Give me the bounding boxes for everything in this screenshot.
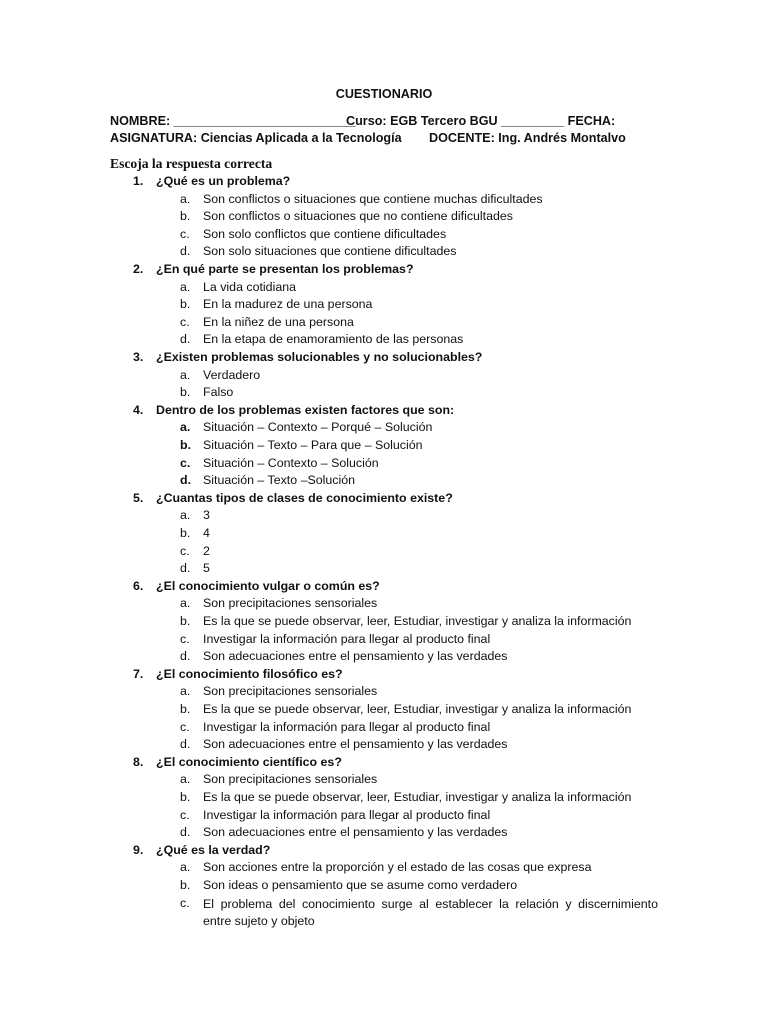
option-text: El problema del conocimiento surge al establecer la relación y discernimiento entre sujeto y objeto (203, 896, 658, 929)
option-text: 4 (203, 526, 210, 540)
nombre-field: NOMBRE: __________________________ (110, 114, 356, 128)
option-text: En la niñez de una persona (203, 314, 354, 329)
option-text: Situación – Texto – Para que – Solución (203, 438, 423, 452)
question-text: Dentro de los problemas existen factores que son: (156, 402, 455, 417)
option-text: Falso (203, 385, 234, 400)
option-text: Son solo conflictos que contiene dificultades (203, 226, 447, 241)
question-text: ¿El conocimiento vulgar o común es? (156, 578, 380, 593)
option-letter: c. (180, 895, 190, 910)
option-text: Son adecuaciones entre el pensamiento y las verdades (203, 737, 508, 752)
option-text: Son adecuaciones entre el pensamiento y las verdades (203, 649, 508, 664)
option-text: En la madurez de una persona (203, 297, 373, 312)
question-text: ¿El conocimiento científico es? (156, 754, 342, 769)
question-text: ¿Cuantas tipos de clases de conocimiento existe? (156, 490, 453, 505)
instruction-text: Escoja la respuesta correcta (110, 156, 273, 171)
option-text: Situación – Contexto – Solución (203, 455, 379, 470)
option-letter: d. (180, 473, 192, 488)
option-text: Son solo situaciones que contiene dificultades (203, 244, 457, 259)
option-text: Situación – Texto –Solución (203, 473, 356, 488)
option-letter: c. (180, 455, 191, 470)
question-number: 4. (133, 402, 144, 417)
option-text: Son adecuaciones entre el pensamiento y las verdades (203, 825, 508, 840)
option-letter: a. (180, 191, 191, 206)
question-number: 8. (133, 754, 144, 769)
option-text: La vida cotidiana (203, 279, 296, 294)
question-number: 9. (133, 842, 144, 857)
question-number: 2. (133, 262, 144, 276)
option-letter: b. (180, 790, 191, 804)
option-letter: a. (180, 279, 191, 294)
option-letter: d. (180, 825, 191, 840)
option-letter: a. (180, 508, 191, 523)
option-text: Es la que se puede observar, leer, Estudiar, investigar y analiza la información (203, 614, 632, 628)
option-letter: d. (180, 244, 191, 259)
option-letter: d. (180, 561, 191, 576)
option-letter: c. (180, 719, 190, 734)
docente-field: DOCENTE: Ing. Andrés Montalvo (429, 131, 626, 145)
option-letter: b. (180, 297, 191, 312)
option-letter: b. (180, 438, 192, 452)
option-letter: a. (180, 860, 191, 875)
option-text: Investigar la información para llegar al producto final (203, 719, 491, 734)
option-text: Son acciones entre la proporción y el estado de las cosas que expresa (203, 860, 592, 875)
option-letter: c. (180, 807, 190, 822)
option-letter: b. (180, 209, 191, 224)
option-text: Es la que se puede observar, leer, Estudiar, investigar y analiza la información (203, 790, 632, 804)
option-text: Son precipitaciones sensoriales (203, 772, 378, 787)
question-number: 7. (133, 666, 144, 681)
question-text: ¿Qué es la verdad? (156, 842, 271, 857)
option-text: Son conflictos o situaciones que contiene muchas dificultades (203, 191, 543, 206)
option-letter: a. (180, 772, 191, 787)
question-number: 6. (133, 578, 144, 593)
curso-field: Curso: EGB Tercero BGU _________ FECHA: (346, 114, 616, 128)
option-text: Verdadero (203, 367, 261, 382)
option-text: 3 (203, 508, 210, 523)
option-letter: c. (180, 314, 190, 329)
option-letter: a. (180, 596, 191, 611)
option-text: Son ideas o pensamiento que se asume como verdadero (203, 878, 518, 892)
option-letter: b. (180, 526, 191, 540)
asignatura-field: ASIGNATURA: Ciencias Aplicada a la Tecnología (110, 131, 402, 145)
question-text: ¿En qué parte se presentan los problemas? (156, 262, 414, 276)
option-letter: d. (180, 737, 191, 752)
option-text: Son precipitaciones sensoriales (203, 684, 378, 699)
question-text: ¿Existen problemas solucionables y no solucionables? (156, 350, 483, 364)
option-text: 5 (203, 561, 210, 576)
option-letter: a. (180, 420, 191, 435)
option-text: Es la que se puede observar, leer, Estudiar, investigar y analiza la información (203, 702, 632, 716)
option-letter: d. (180, 649, 191, 664)
option-letter: b. (180, 702, 191, 716)
option-text: Son conflictos o situaciones que no contiene dificultades (203, 209, 513, 224)
question-number: 5. (133, 490, 144, 505)
question-number: 3. (133, 350, 144, 364)
option-letter: c. (180, 631, 190, 646)
option-letter: b. (180, 385, 191, 400)
option-letter: a. (180, 367, 191, 382)
option-text: Situación – Contexto – Porqué – Solución (203, 420, 433, 435)
option-letter: d. (180, 332, 191, 347)
question-text: ¿El conocimiento filosófico es? (156, 666, 343, 681)
option-text: Investigar la información para llegar al producto final (203, 631, 491, 646)
page-title: CUESTIONARIO (335, 87, 433, 101)
option-text: 2 (203, 543, 210, 558)
option-letter: c. (180, 226, 190, 241)
question-number: 1. (133, 174, 144, 188)
question-text: ¿Qué es un problema? (156, 174, 291, 188)
option-text: En la etapa de enamoramiento de las personas (203, 332, 464, 347)
option-text: Son precipitaciones sensoriales (203, 596, 378, 611)
option-letter: a. (180, 684, 191, 699)
option-letter: b. (180, 878, 191, 892)
option-letter: c. (180, 543, 190, 558)
option-text: Investigar la información para llegar al producto final (203, 807, 491, 822)
option-letter: b. (180, 614, 191, 628)
